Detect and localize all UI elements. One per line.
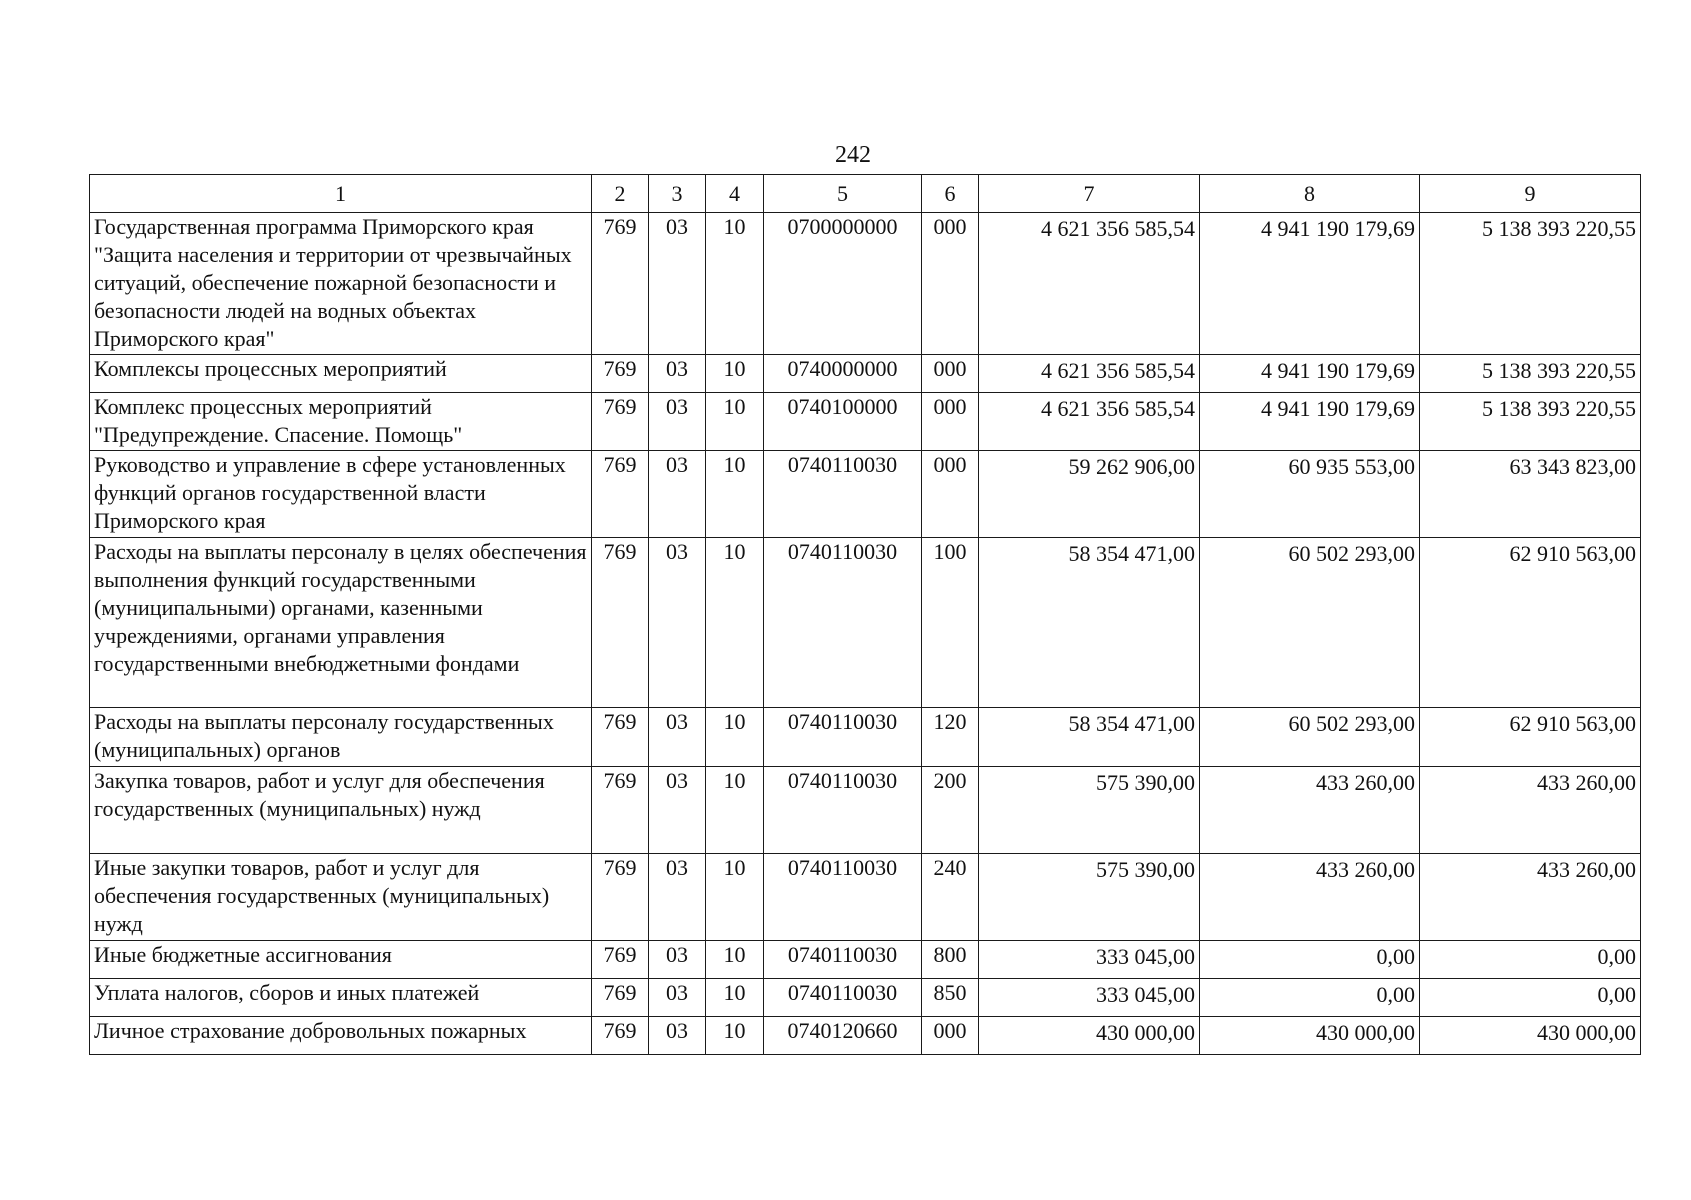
row-c6: 800 [922,941,979,979]
amount-8: 430 000,00 [1316,1020,1415,1045]
row-amount-7 [979,393,1200,451]
row-amount-7 [979,941,1200,979]
amount-9: 433 260,00 [1537,857,1636,882]
table-row [90,355,1641,393]
table-row [90,538,1641,708]
row-amount-7 [979,451,1200,538]
row-name: Расходы на выплаты персоналу в целях обеспечения выполнения функций государственными (муниципальными) органами, казенными учреждениями, органами управления государственными внебюджетными фондами [90,538,592,708]
row-c4: 10 [706,538,764,708]
row-c4: 10 [706,979,764,1017]
row-amount-8 [1200,355,1420,393]
row-amount-9 [1420,213,1641,355]
row-name: Руководство и управление в сфере установленных функций органов государственной власти Приморского края [90,451,592,538]
row-c4: 10 [706,213,764,355]
row-amount-8 [1200,393,1420,451]
row-c3: 03 [649,708,706,767]
row-amount-7 [979,538,1200,708]
row-c2: 769 [592,708,649,767]
amount-9: 5 138 393 220,55 [1482,396,1636,421]
row-name: Закупка товаров, работ и услуг для обеспечения государственных (муниципальных) нужд [90,767,592,854]
amount-7: 333 045,00 [1096,982,1195,1007]
row-c5: 0740110030 [764,538,922,708]
row-amount-9 [1420,1017,1641,1055]
row-name: Расходы на выплаты персоналу государственных (муниципальных) органов [90,708,592,767]
column-header: 2 [592,175,649,213]
row-amount-9 [1420,979,1641,1017]
amount-9: 430 000,00 [1537,1020,1636,1045]
amount-8: 4 941 190 179,69 [1261,396,1415,421]
row-amount-7 [979,213,1200,355]
table-row [90,979,1641,1017]
row-c3: 03 [649,393,706,451]
row-c3: 03 [649,854,706,941]
column-number-row [90,175,1641,213]
amount-8: 0,00 [1376,944,1415,969]
row-c4: 10 [706,854,764,941]
amount-7: 575 390,00 [1096,770,1195,795]
row-c6: 100 [922,538,979,708]
page-number: 242 [835,142,871,168]
row-amount-7 [979,355,1200,393]
table-row [90,854,1641,941]
table-row [90,941,1641,979]
row-c5: 0700000000 [764,213,922,355]
amount-8: 0,00 [1376,982,1415,1007]
amount-9: 433 260,00 [1537,770,1636,795]
column-header: 4 [706,175,764,213]
row-c2: 769 [592,393,649,451]
amount-7: 430 000,00 [1096,1020,1195,1045]
column-header: 6 [922,175,979,213]
amount-7: 333 045,00 [1096,944,1195,969]
table-row [90,213,1641,355]
row-c3: 03 [649,355,706,393]
amount-8: 60 502 293,00 [1288,711,1415,736]
amount-9: 62 910 563,00 [1509,711,1636,736]
row-name: Государственная программа Приморского края "Защита населения и территории от чрезвычайных ситуаций, обеспечение пожарной безопасности и безопасности людей на водных объектах Приморского края" [90,213,592,355]
row-c4: 10 [706,767,764,854]
row-c6: 000 [922,213,979,355]
row-c3: 03 [649,1017,706,1055]
row-c5: 0740110030 [764,979,922,1017]
row-amount-8 [1200,767,1420,854]
row-c2: 769 [592,213,649,355]
row-amount-7 [979,1017,1200,1055]
row-amount-8 [1200,979,1420,1017]
table-row [90,708,1641,767]
row-amount-9 [1420,355,1641,393]
row-c5: 0740120660 [764,1017,922,1055]
row-c5: 0740100000 [764,393,922,451]
row-amount-7 [979,767,1200,854]
row-c2: 769 [592,451,649,538]
column-header: 3 [649,175,706,213]
row-c5: 0740110030 [764,941,922,979]
amount-7: 58 354 471,00 [1068,541,1195,566]
row-c5: 0740110030 [764,854,922,941]
amount-8: 433 260,00 [1316,770,1415,795]
row-c6: 120 [922,708,979,767]
amount-7: 59 262 906,00 [1068,454,1195,479]
row-c4: 10 [706,1017,764,1055]
row-amount-9 [1420,767,1641,854]
row-name: Комплекс процессных мероприятий "Предупреждение. Спасение. Помощь" [90,393,592,451]
amount-9: 5 138 393 220,55 [1482,216,1636,241]
column-header: 7 [979,175,1200,213]
row-amount-8 [1200,213,1420,355]
row-amount-8 [1200,708,1420,767]
row-name: Уплата налогов, сборов и иных платежей [90,979,592,1017]
row-amount-8 [1200,941,1420,979]
row-amount-8 [1200,1017,1420,1055]
row-c2: 769 [592,355,649,393]
row-c6: 000 [922,355,979,393]
row-c5: 0740110030 [764,708,922,767]
amount-9: 0,00 [1597,982,1636,1007]
row-name: Иные закупки товаров, работ и услуг для обеспечения государственных (муниципальных) нужд [90,854,592,941]
row-c2: 769 [592,538,649,708]
amount-8: 4 941 190 179,69 [1261,216,1415,241]
row-name: Личное страхование добровольных пожарных [90,1017,592,1055]
row-c3: 03 [649,538,706,708]
row-amount-8 [1200,854,1420,941]
amount-8: 60 935 553,00 [1288,454,1415,479]
row-c3: 03 [649,979,706,1017]
amount-7: 575 390,00 [1096,857,1195,882]
row-c2: 769 [592,979,649,1017]
row-amount-7 [979,708,1200,767]
row-name: Комплексы процессных мероприятий [90,355,592,393]
row-c6: 200 [922,767,979,854]
row-c4: 10 [706,708,764,767]
row-amount-9 [1420,941,1641,979]
row-c3: 03 [649,767,706,854]
budget-table [89,174,1641,1055]
row-amount-9 [1420,854,1641,941]
row-c5: 0740110030 [764,451,922,538]
row-amount-9 [1420,538,1641,708]
row-c2: 769 [592,1017,649,1055]
column-header: 8 [1200,175,1420,213]
row-c2: 769 [592,767,649,854]
row-amount-8 [1200,451,1420,538]
row-name: Иные бюджетные ассигнования [90,941,592,979]
row-c2: 769 [592,941,649,979]
table-row [90,451,1641,538]
table-row [90,393,1641,451]
amount-7: 4 621 356 585,54 [1041,358,1195,383]
amount-8: 60 502 293,00 [1288,541,1415,566]
amount-7: 58 354 471,00 [1068,711,1195,736]
row-c6: 000 [922,393,979,451]
row-c5: 0740110030 [764,767,922,854]
column-header: 1 [90,175,592,213]
amount-9: 0,00 [1597,944,1636,969]
row-amount-9 [1420,451,1641,538]
table-row [90,767,1641,854]
amount-7: 4 621 356 585,54 [1041,216,1195,241]
row-c3: 03 [649,941,706,979]
row-c4: 10 [706,941,764,979]
row-c3: 03 [649,451,706,538]
row-c4: 10 [706,393,764,451]
row-c2: 769 [592,854,649,941]
row-c4: 10 [706,451,764,538]
row-c6: 000 [922,451,979,538]
amount-8: 433 260,00 [1316,857,1415,882]
amount-8: 4 941 190 179,69 [1261,358,1415,383]
row-amount-9 [1420,393,1641,451]
row-c6: 000 [922,1017,979,1055]
amount-7: 4 621 356 585,54 [1041,396,1195,421]
row-amount-8 [1200,538,1420,708]
row-amount-7 [979,979,1200,1017]
row-c4: 10 [706,355,764,393]
row-c5: 0740000000 [764,355,922,393]
row-c6: 240 [922,854,979,941]
row-amount-9 [1420,708,1641,767]
row-c3: 03 [649,213,706,355]
column-header: 5 [764,175,922,213]
amount-9: 63 343 823,00 [1509,454,1636,479]
row-amount-7 [979,854,1200,941]
column-header: 9 [1420,175,1641,213]
table-row [90,1017,1641,1055]
row-c6: 850 [922,979,979,1017]
amount-9: 5 138 393 220,55 [1482,358,1636,383]
amount-9: 62 910 563,00 [1509,541,1636,566]
